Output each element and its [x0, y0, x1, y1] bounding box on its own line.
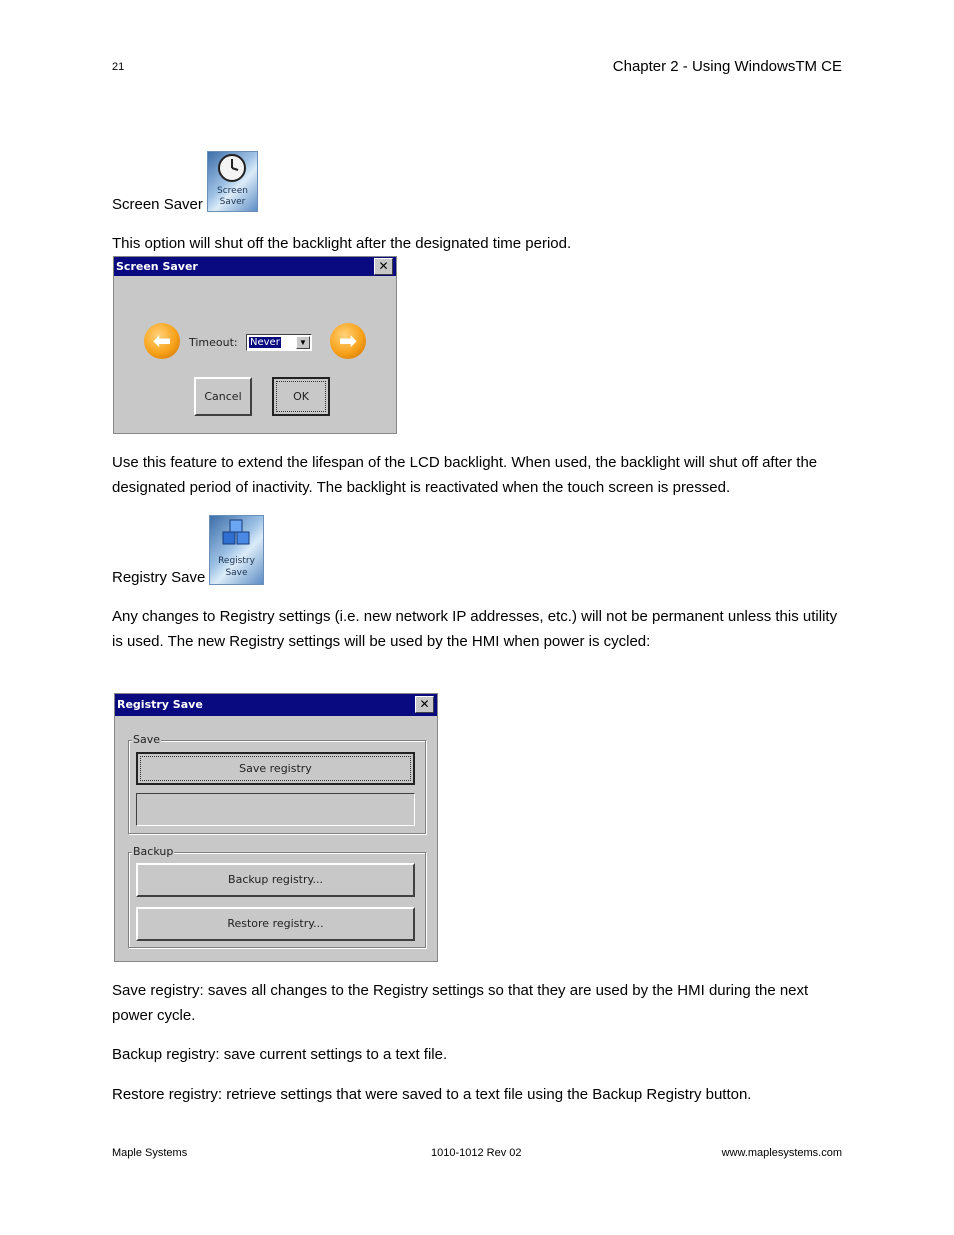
ok-button[interactable]: OK [272, 377, 330, 416]
chevron-down-icon[interactable]: ▼ [296, 336, 310, 349]
dialog-title: Registry Save [117, 698, 203, 711]
save-registry-button[interactable]: Save registry [136, 752, 415, 785]
close-icon[interactable]: ✕ [415, 696, 434, 713]
save-registry-description: Save registry: saves all changes to the Registry settings so that they are used by the HMI during the next power cycle. [112, 982, 809, 1024]
status-field [136, 793, 415, 826]
timeout-label: Timeout: [189, 336, 238, 349]
timeout-selected-value: Never [250, 337, 280, 348]
cancel-button[interactable]: Cancel [194, 377, 252, 416]
close-icon[interactable]: ✕ [374, 258, 393, 275]
backup-group [128, 845, 426, 948]
cubes-icon [220, 518, 254, 552]
registry-save-description: Any changes to Registry settings (i.e. new network IP addresses, etc.) will not be permanent unless this utility is used. The new Registry settings will be used by the HMI when power is cycled: [112, 608, 838, 650]
backup-registry-description: Backup registry: save current settings to a text file. [112, 1046, 448, 1063]
registry-save-icon[interactable] [209, 515, 264, 585]
arrow-right-icon[interactable]: ➡ [330, 323, 366, 359]
screen-saver-label: Screen Saver [112, 196, 203, 213]
screen-saver-description: This option will shut off the backlight after the designated time period. [112, 235, 572, 252]
screen-saver-icon[interactable] [207, 151, 258, 212]
screen-saver-dialog [113, 256, 397, 434]
registry-save-dialog [114, 693, 438, 962]
footer-website[interactable]: www.maplesystems.com [721, 1147, 842, 1159]
timeout-select[interactable] [246, 334, 312, 351]
footer-doc-number: 1010-1012 Rev 02 [431, 1147, 522, 1159]
clock-icon [217, 153, 247, 183]
registry-save-icon-caption-1: Registry [218, 556, 255, 566]
restore-registry-button[interactable]: Restore registry... [136, 907, 415, 941]
screen-saver-note: Use this feature to extend the lifespan of the LCD backlight. When used, the backlight will shut off after the designated period of inactivity. The backlight is reactivated when the touch screen is pressed. [112, 454, 818, 496]
chapter-title: Chapter 2 - Using WindowsTM CE [612, 58, 842, 75]
dialog-titlebar [114, 257, 396, 276]
screen-saver-icon-caption-2: Saver [219, 197, 246, 207]
backup-group-label: Backup [133, 845, 174, 858]
save-group-label: Save [133, 733, 161, 746]
dialog-title: Screen Saver [116, 260, 198, 273]
restore-registry-description: Restore registry: retrieve settings that were saved to a text file using the Backup Registry button. [112, 1086, 752, 1103]
dialog-titlebar [115, 694, 437, 716]
save-group [128, 733, 426, 834]
registry-save-label: Registry Save [112, 569, 206, 586]
screen-saver-icon-caption-1: Screen [217, 186, 248, 196]
registry-save-icon-caption-2: Save [225, 568, 248, 578]
footer-company: Maple Systems [112, 1147, 188, 1159]
arrow-left-icon[interactable]: ⬅ [144, 323, 180, 359]
backup-registry-button[interactable]: Backup registry... [136, 863, 415, 897]
page-number: 21 [112, 61, 125, 73]
